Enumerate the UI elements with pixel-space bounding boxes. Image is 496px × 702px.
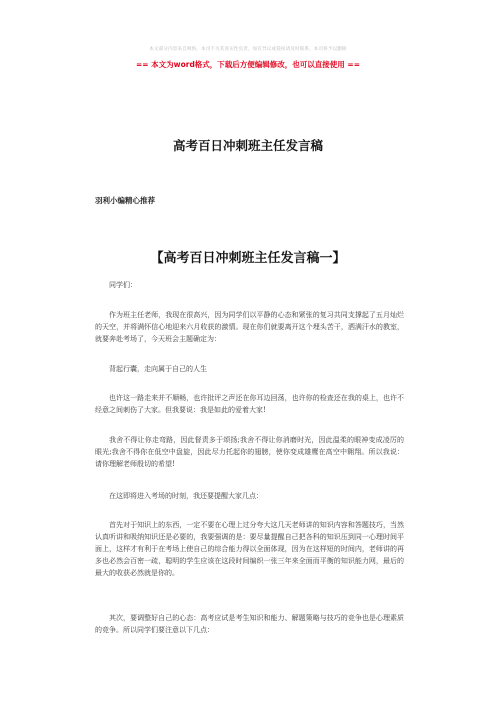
paragraph-theme: 背起行囊，走向属于自己的人生	[109, 365, 207, 373]
paragraph-love: 也许这一路走来并不顺畅，也许批评之声还在你耳边回荡，也许你的检查还在我的桌上，也许不经意之间刺伤了大家。但我要说：我是如此的爱着大家!	[95, 394, 404, 414]
paragraph-knowledge: 首先对于知识上的东西，一定不要在心理上过分夸大这几天老师讲的知识内容和答题技巧，当然认真听讲和吸纳知识还是必要的，我要强调的是：要尽量提醒自己把各科的知识压到同一心理时间平面上，这样才有利于在考场上使自己的综合能力得以全面体现，因为在这样短的时间内，老师讲的再多也必然会百密一疏，聪明的学生应该在这段时间编织一张三年来全面而平衡的知识能力网，最后的最大的收获必然就是你的。	[95, 521, 404, 577]
word-format-notice: == 本文为word格式，下载后方便编辑修改，也可以直接使用 ==	[135, 60, 360, 69]
disclaimer-text: 本文部分内容来自网络，本司不为其真实性负责，如有异议或侵权请及时联系，本司将予以删除	[149, 47, 347, 52]
recommend-line: 羽利小编精心推荐	[95, 196, 155, 205]
document-title: 高考百日冲刺班主任发言稿	[172, 138, 323, 153]
paragraph-reminder: 在这即将进入考场的时刻，我还要提醒大家几点：	[109, 492, 263, 500]
paragraph-greeting: 同学们：	[109, 281, 137, 289]
paragraph-expectation: 我舍不得让你走弯路，因此督责多于颂扬;我舍不得让你消磨时光，因此温柔的眼神变成凌厉的眼光;我舍不得你在低空中盘旋，因此尽力托起你的翅膀，使你变成雄鹰在高空中翱翔。所以我说：请你理解老师殷切的希望!	[95, 436, 404, 468]
paragraph-mindset: 其次，要调整好自己的心态：高考应试是考生知识和能力、解题策略与技巧的竞争也是心理素质的竞争。所以同学们要注意以下几点：	[95, 614, 404, 634]
paragraph-intro: 作为班主任老师，我现在很高兴，因为同学们以平静的心态和紧张的复习共同支撑起了五月灿烂的天空，并将满怀信心地迎来六月收获的激情。现在你们就要离开这个埋头苦干，洒满汗水的教室，就要奔赴考场了，今天班会主题确定为：	[95, 311, 404, 343]
section-heading: 【高考百日冲刺班主任发言稿一】	[150, 251, 346, 266]
